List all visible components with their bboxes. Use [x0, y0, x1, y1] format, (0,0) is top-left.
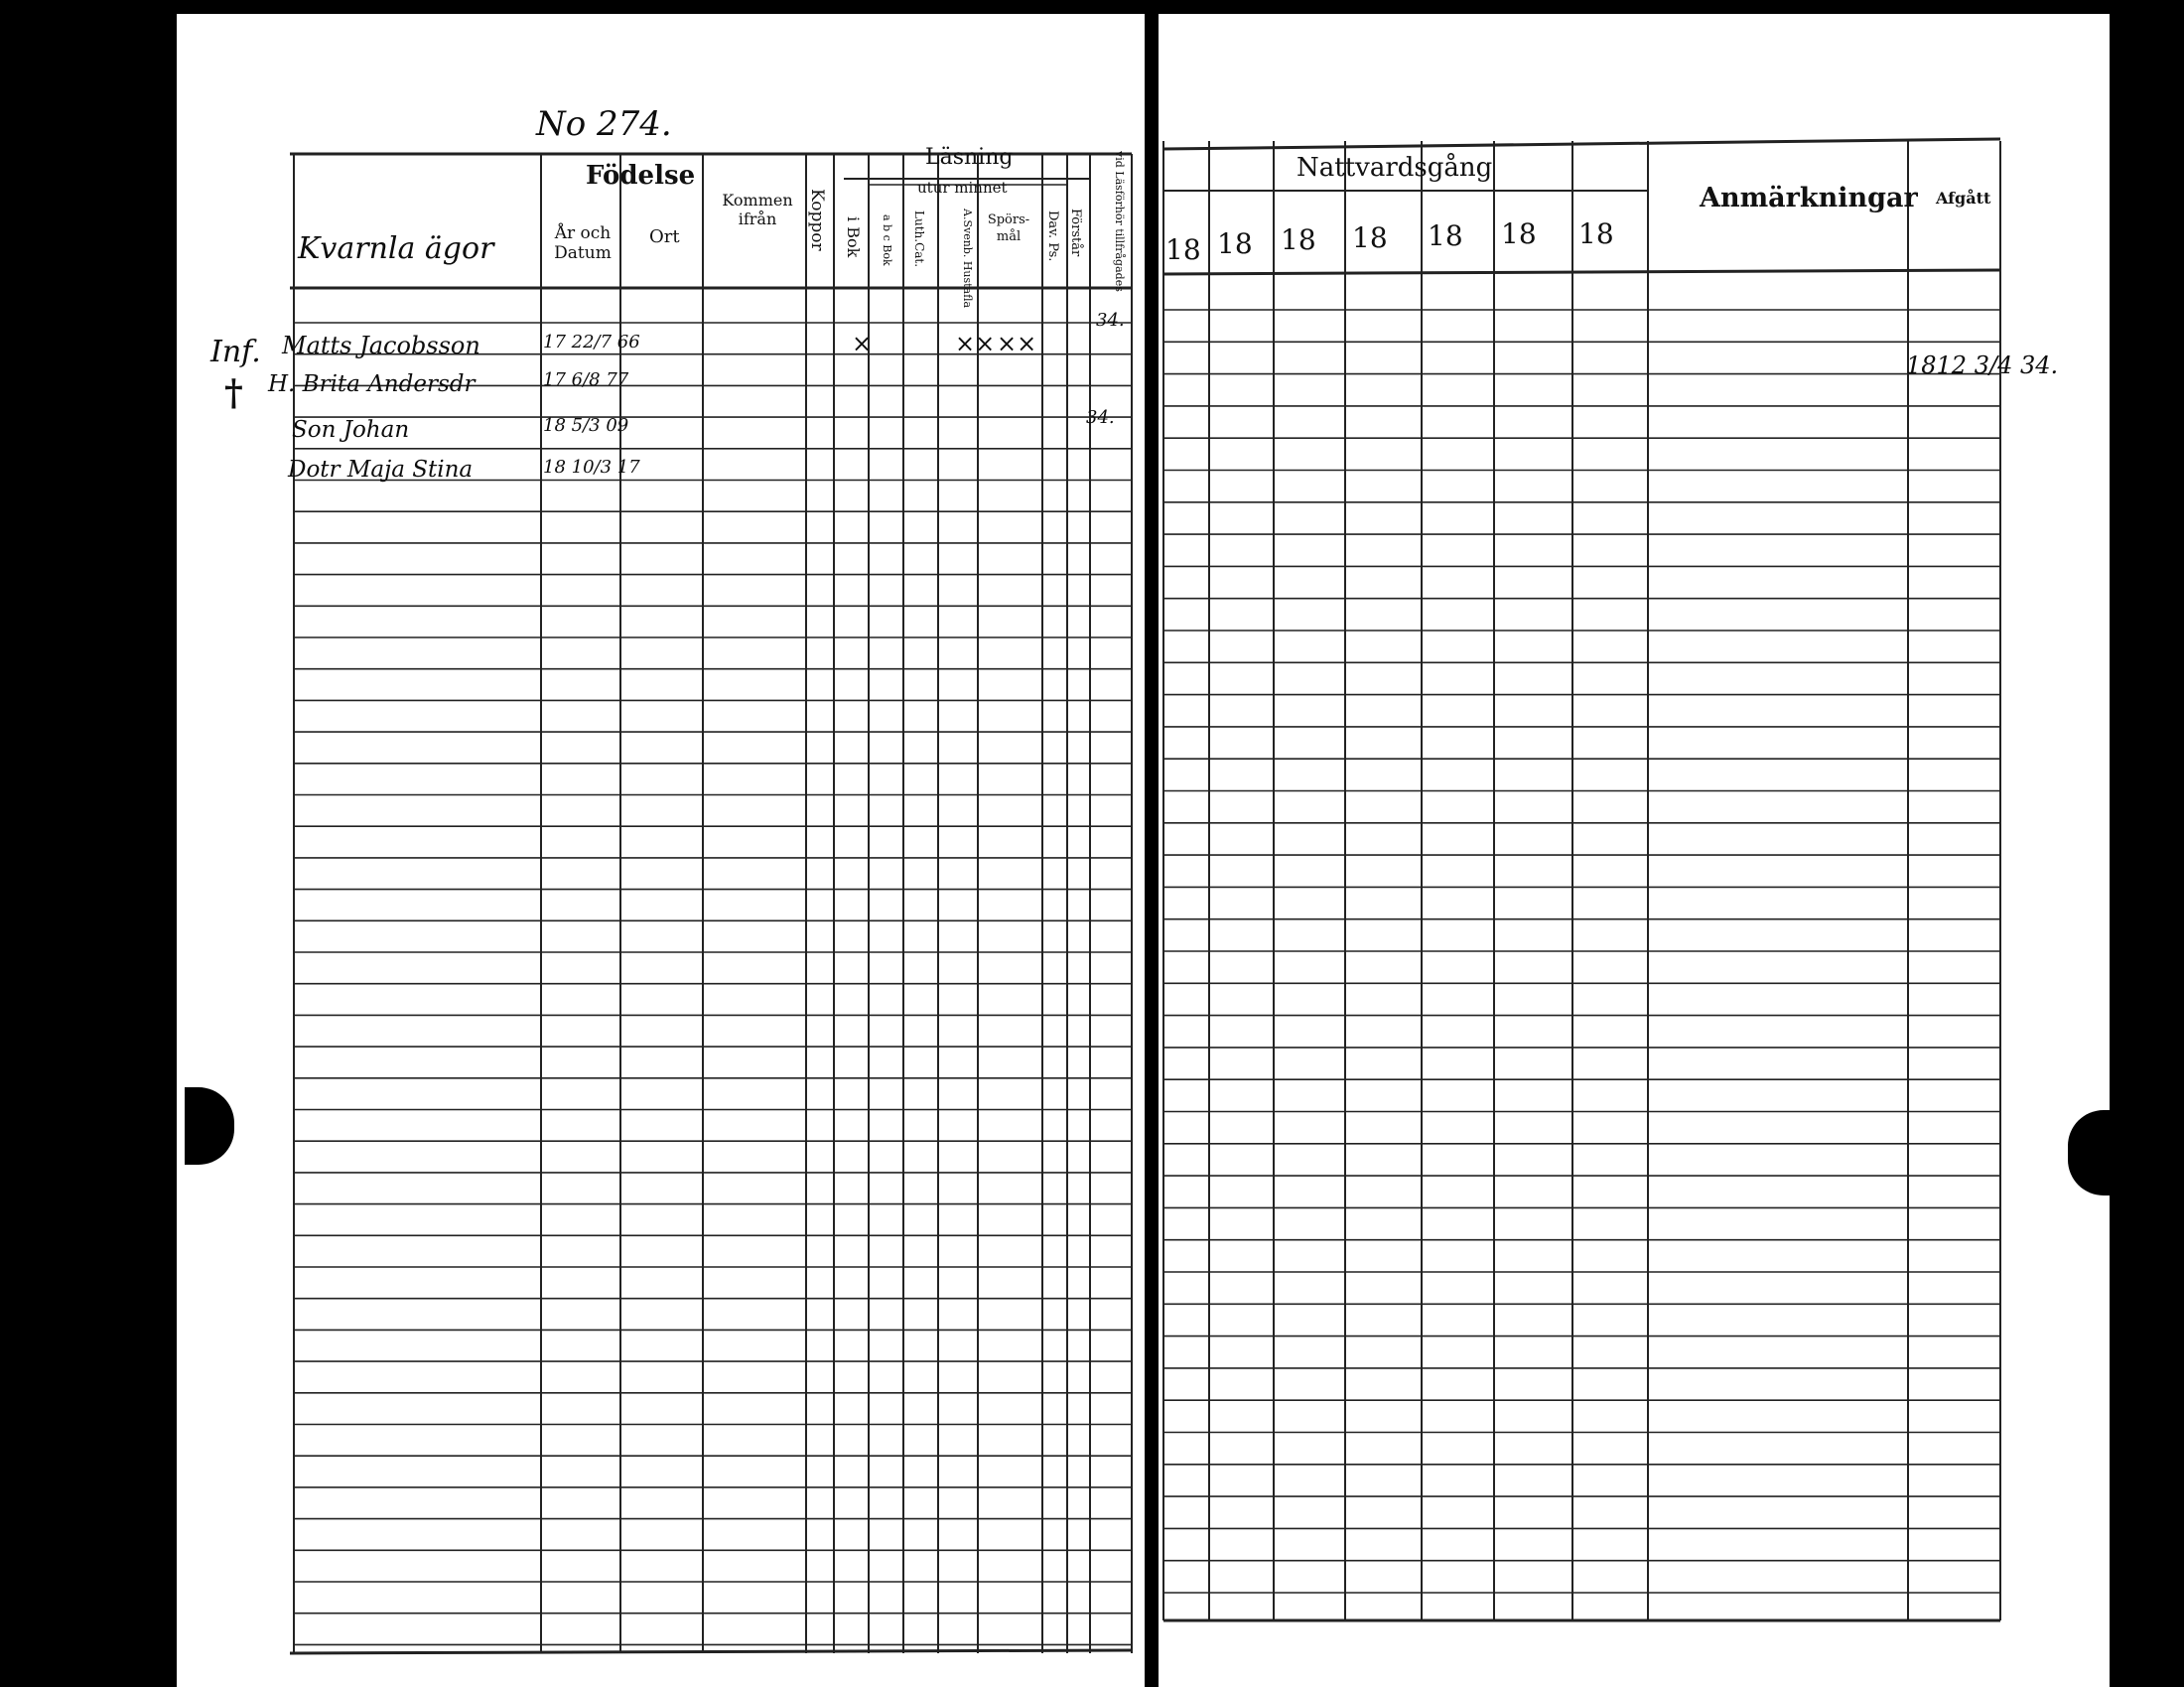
row-birth: 18 5/3 09: [543, 415, 629, 436]
fodelse-header: Födelse: [586, 161, 696, 191]
row-note: 34.: [1086, 407, 1115, 428]
utur-minnet-header: utur minnet: [917, 179, 1008, 197]
page-number: No 274.: [536, 104, 672, 144]
luth-cat-header: Luth.Cat.: [912, 211, 926, 268]
row-name: Matts Jacobsson: [282, 332, 480, 359]
abc-bok-header: a b c Bok: [881, 214, 893, 266]
margin-note-inf: Inf.: [210, 335, 261, 369]
row-birth: 17 22/7 66: [543, 332, 640, 352]
year-header: 18: [1217, 227, 1253, 260]
a-sv-hustafla-header: A.Svenb. Hustafla: [961, 209, 974, 309]
header-rule: [1163, 270, 2000, 274]
vid-lasforhor-header: vid Läsförhör tillfrågades: [1113, 151, 1126, 292]
nattvardsgang-header: Nattvardsgång: [1297, 153, 1493, 183]
row-mark: ××: [997, 330, 1037, 357]
row-birth: 17 6/8 77: [543, 369, 629, 390]
year-header: 18: [1578, 217, 1614, 250]
row-name: Son Johan: [292, 417, 410, 443]
lasning-header: Läsning: [925, 145, 1014, 170]
forstar-header: Förstår: [1068, 209, 1083, 257]
year-header: 18: [1281, 223, 1316, 256]
year-header: 18: [1165, 233, 1201, 266]
koppor-header: Koppor: [807, 189, 827, 251]
anmarkningar-header: Anmärkningar: [1700, 183, 1918, 213]
afgatt-entry: 1812 3/4 34.: [1906, 351, 2059, 379]
row-name: H. Brita Andersdr: [268, 371, 476, 397]
i-bok-header: i Bok: [844, 216, 863, 258]
year-header: 18: [1501, 217, 1537, 250]
kommen-ifran-header: Kommen ifrån: [722, 191, 793, 229]
afgatt-header: Afgått: [1936, 189, 1991, 208]
row-mark: ×: [852, 330, 873, 357]
year-header: 18: [1352, 221, 1388, 254]
row-birth: 18 10/3 17: [543, 457, 640, 478]
ar-och-datum-header: År och Datum: [554, 223, 612, 263]
row-note: 34.: [1096, 310, 1125, 331]
death-cross-icon: †: [224, 372, 243, 414]
top-rule: [1163, 139, 2000, 149]
year-header: 18: [1428, 219, 1463, 252]
place-header: Kvarnla ägor: [298, 231, 494, 266]
dav-ps-header: Dav. Ps.: [1045, 211, 1060, 262]
bottom-rule: [290, 1650, 1132, 1653]
sporsmal-header: Spörs-mål: [987, 212, 1030, 244]
ort-header: Ort: [649, 226, 680, 247]
row-mark: ××: [955, 330, 996, 357]
row-name: Dotr Maja Stina: [288, 457, 474, 483]
